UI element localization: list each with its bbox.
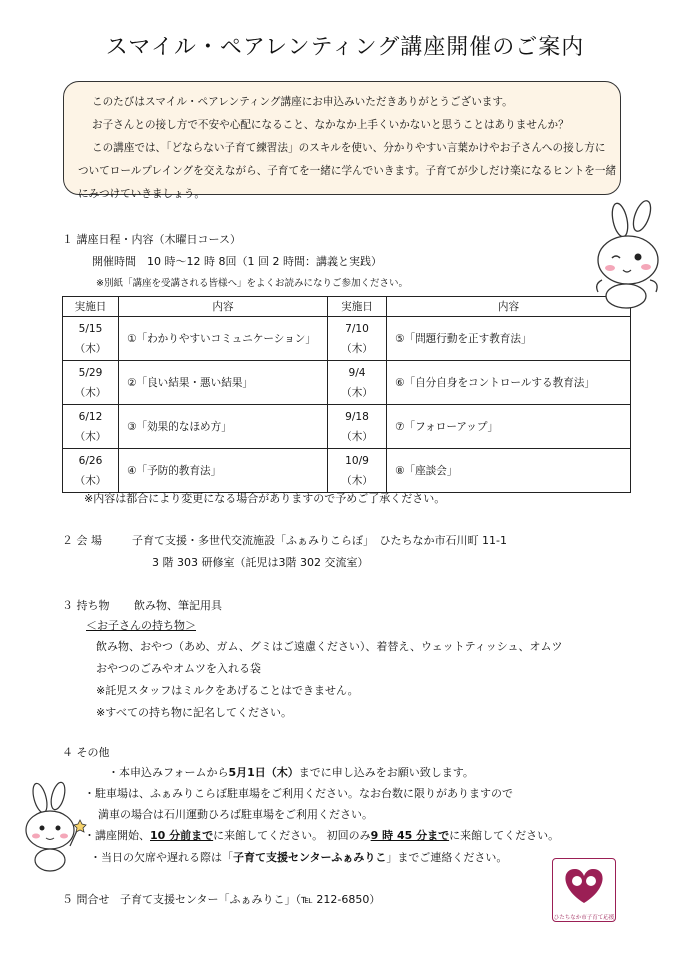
section2-heading: ２ 会 場 — [62, 534, 102, 547]
session-content: ②「良い結果・悪い結果」 — [119, 361, 328, 405]
logo-caption: ひたちなか市子育て応援 — [553, 915, 615, 921]
session-date: 5/29 （木） — [63, 361, 119, 405]
intro-line-2: お子さんとの接し方で不安や心配になること、なかなか上手くいかないと思うことはありませんか？ — [92, 119, 569, 131]
intro-box — [63, 81, 621, 200]
rabbit-mascot-icon — [590, 200, 670, 310]
child-belongings-heading: ＜お子さんの持ち物＞ — [86, 619, 196, 632]
session-content: ⑤「問題行動を正す教育法」 — [387, 317, 631, 361]
session-date: 9/18 （木） — [328, 405, 387, 449]
course-hours: 開催時間 10 時～12 時 8回（1 回 2 時間：講義と実践） — [92, 255, 382, 268]
session-date: 7/10 （木） — [328, 317, 387, 361]
rabbit-mascot-icon — [18, 780, 88, 875]
section5-heading: ５ 問合せ — [62, 893, 110, 906]
table-row — [63, 449, 631, 493]
session-date: 10/9 （木） — [328, 449, 387, 493]
session-content: ⑧「座談会」 — [387, 449, 631, 493]
handout-note: ※別紙「講座を受講される皆様へ」をよくお読みになりご参加ください。 — [96, 278, 408, 289]
session-content: ⑥「自分自身をコントロールする教育法」 — [387, 361, 631, 405]
note-absence: ・当日の欠席や遅れる際は「子育て支援センターふぁみりこ」までご連絡ください。 — [90, 851, 508, 864]
header-content-1: 内容 — [119, 297, 328, 317]
heart-logo-icon — [553, 859, 615, 909]
schedule-table — [62, 296, 631, 493]
section4-heading: ４ その他 — [62, 746, 110, 759]
intro-line-3: この講座では、「どならない子育て練習法」のスキルを使い、分かりやすい言葉かけやお子さんへの接し方に — [92, 142, 606, 154]
table-header-row — [63, 297, 631, 317]
note-arrival: ・講座開始、10 分前までに来館してください。 初回のみ9 時 45 分までに来館してください。 — [84, 829, 560, 842]
note-deadline: ・本申込みフォームから5月1日（木）までに申し込みをお願い致します。 — [108, 766, 474, 779]
venue-name: 子育て支援・多世代交流施設「ふぁみりこらぼ」 ひたちなか市石川町 11-1 — [132, 534, 507, 547]
session-content: ①「わかりやすいコミュニケーション」 — [119, 317, 328, 361]
contact-info: 子育て支援センター「ふぁみりこ」（℡ 212-6850） — [120, 893, 381, 906]
table-note: ※内容は都合により変更になる場合がありますので予めご了承ください。 — [84, 492, 446, 505]
session-content: ③「効果的なほめ方」 — [119, 405, 328, 449]
table-row — [63, 361, 631, 405]
belongings: 飲み物、筆記用具 — [134, 599, 222, 612]
child-belongings-1: 飲み物、おやつ（あめ、ガム、グミはご遠慮ください）、着替え、ウェットティッシュ、オムツ — [96, 640, 563, 653]
session-content: ⑦「フォローアップ」 — [387, 405, 631, 449]
session-date: 6/12 （木） — [63, 405, 119, 449]
venue-room: 3 階 303 研修室（託児は3階 302 交流室） — [152, 556, 369, 569]
header-date-1: 実施日 — [63, 297, 119, 317]
page-title: スマイル・ペアレンティング講座開催のご案内 — [105, 35, 585, 60]
intro-line-4: ついてロールプレイングを交えながら、子育てを一緒に学んでいきます。子育てが少しだけ楽になるヒントを一緒 — [78, 165, 617, 177]
session-date: 5/15 （木） — [63, 317, 119, 361]
child-belongings-2: おやつのごみやオムツを入れる袋 — [96, 662, 261, 675]
session-date: 9/4 （木） — [328, 361, 387, 405]
section3-heading: ３ 持ち物 — [62, 599, 110, 612]
note-parking-2: 満車の場合は石川運動ひろば駐車場をご利用ください。 — [98, 808, 373, 821]
table-row — [63, 317, 631, 361]
milk-note: ※託児スタッフはミルクをあげることはできません。 — [96, 684, 359, 697]
label-note: ※すべての持ち物に記名してください。 — [96, 706, 292, 719]
note-parking-1: ・駐車場は、ふぁみりこらぼ駐車場をご利用ください。なお台数に限りがありますので — [84, 787, 513, 800]
header-date-2: 実施日 — [328, 297, 387, 317]
session-date: 6/26 （木） — [63, 449, 119, 493]
section1-heading: １ 講座日程・内容（木曜日コース） — [62, 233, 241, 246]
table-row — [63, 405, 631, 449]
header-content-2: 内容 — [387, 297, 631, 317]
intro-line-1: このたびはスマイル・ペアレンティング講座にお申込みいただきありがとうございます。 — [92, 96, 513, 108]
city-childcare-logo — [552, 858, 616, 922]
session-content: ④「予防的教育法」 — [119, 449, 328, 493]
intro-line-5: にみつけていきましょう。 — [78, 188, 205, 200]
